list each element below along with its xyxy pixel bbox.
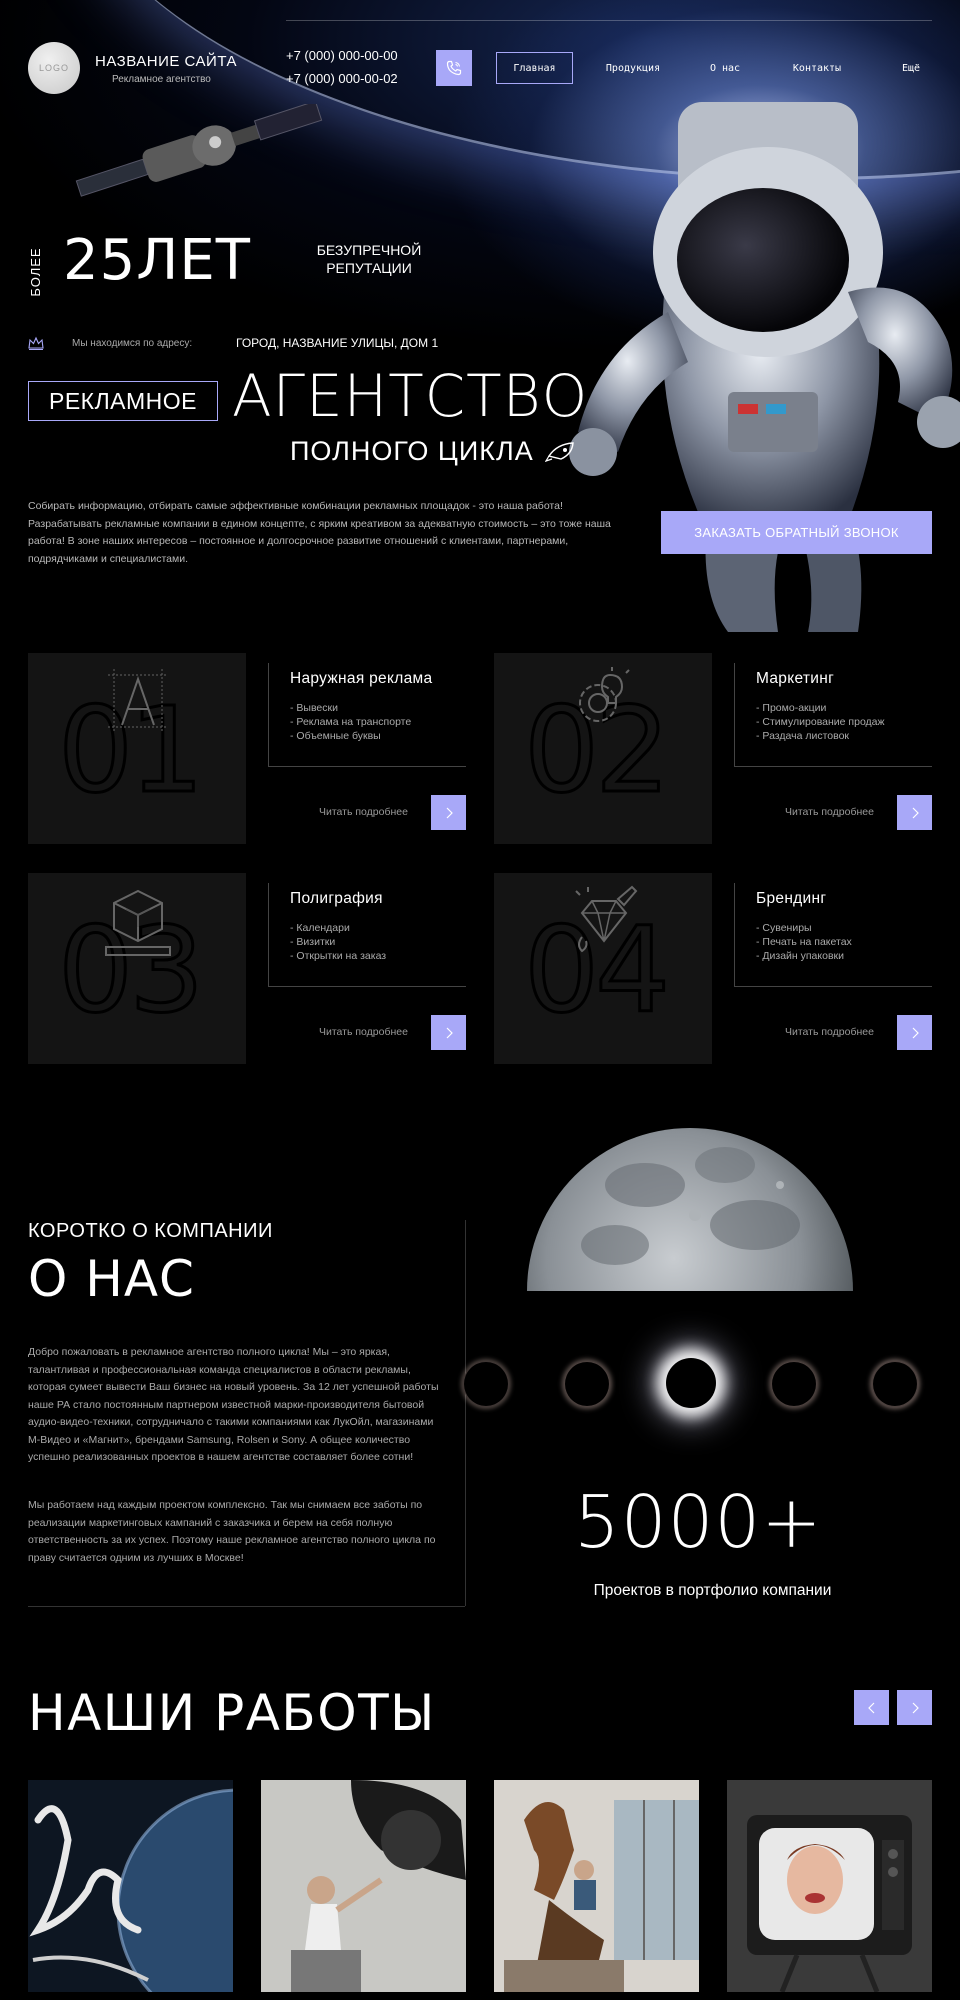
- about-paragraph-2: Мы работаем над каждым проектом комплексно. Так мы снимаем все заботы по реализации маркетинговых кампаний с заказчика и берем на себя полную ответственность за их успех. Поэтому наше рекламное агентство полного цикла по праву считается одним из лучших в Москве!: [28, 1499, 436, 1564]
- service-image-marketing: [494, 653, 712, 844]
- nav-home[interactable]: Главная: [496, 52, 573, 84]
- service-item: - Визитки: [290, 936, 336, 948]
- read-more-link[interactable]: Читать подробнее: [319, 1026, 408, 1038]
- service-item: - Реклама на транспорте: [290, 716, 412, 728]
- rocket-icon: [545, 440, 579, 462]
- top-divider: [286, 20, 932, 21]
- eclipse-image: [463, 1361, 509, 1407]
- service-title[interactable]: Маркетинг: [756, 670, 835, 687]
- reputation-line-1: БЕЗУПРЕЧНОЙ: [316, 242, 422, 258]
- service-image-branding: [494, 873, 712, 1064]
- service-number: 01: [58, 681, 201, 819]
- work-card-1[interactable]: [28, 1780, 233, 1992]
- works-next-button[interactable]: [897, 1690, 932, 1725]
- phone-number-2[interactable]: +7 (000) 000-00-02: [286, 71, 398, 86]
- call-button[interactable]: [436, 50, 472, 86]
- works-title: НАШИ РАБОТЫ: [28, 1684, 436, 1742]
- service-item: - Открытки на заказ: [290, 950, 387, 962]
- projects-stat-label: Проектов в портфолио компании: [593, 1582, 832, 1599]
- years-stat: 25ЛЕТ: [63, 228, 251, 293]
- service-image-printing: [28, 873, 246, 1064]
- callback-button[interactable]: ЗАКАЗАТЬ ОБРАТНЫЙ ЗВОНОК: [661, 511, 932, 554]
- nav-contacts[interactable]: Контакты: [792, 62, 842, 74]
- service-item: - Объемные буквы: [290, 730, 381, 742]
- service-item: - Сувениры: [756, 922, 812, 934]
- crown-icon: [28, 336, 44, 350]
- tagline-sub: ПОЛНОГО ЦИКЛА: [290, 436, 534, 466]
- chevron-right-icon: [444, 1027, 454, 1039]
- tagline-main: АГЕНТСТВО: [232, 362, 589, 430]
- logo[interactable]: LOGO: [28, 42, 80, 94]
- eclipse-image: [564, 1361, 610, 1407]
- chevron-right-icon: [910, 1702, 920, 1714]
- address-label: Мы находимся по адресу:: [72, 338, 193, 349]
- service-title[interactable]: Брендинг: [756, 890, 827, 907]
- service-item: - Стимулирование продаж: [756, 716, 885, 728]
- service-item: - Раздача листовок: [756, 730, 850, 742]
- chevron-left-icon: [867, 1702, 877, 1714]
- hero-description: Собирать информацию, отбирать самые эффективные комбинации рекламных площадок - это наша работа! Разрабатывать рекламные компании в едином концепте, с ярким креативом за адекватную стоимость – это тоже наша работа! В зоне наших интересов – постоянное и долгосрочное развитие отношений с клиентами, партнерами, подрядчиками и специалистами.: [28, 500, 611, 565]
- about-divider-horizontal: [28, 1606, 465, 1607]
- read-more-link[interactable]: Читать подробнее: [319, 806, 408, 818]
- service-image-outdoor: [28, 653, 246, 844]
- site-subtitle: Рекламное агентство: [112, 74, 211, 85]
- eclipse-image: [771, 1361, 817, 1407]
- gear-bulb-icon: [568, 665, 640, 737]
- service-item: - Промо-акции: [756, 702, 827, 714]
- works-prev-button[interactable]: [854, 1690, 889, 1725]
- read-more-button[interactable]: [431, 795, 466, 830]
- projects-stat: 5000+: [574, 1480, 823, 1564]
- moon-image: [525, 1105, 855, 1291]
- phone-number-1[interactable]: +7 (000) 000-00-00: [286, 48, 398, 63]
- work-card-4[interactable]: [727, 1780, 932, 1992]
- read-more-button[interactable]: [431, 1015, 466, 1050]
- tagline-boxed: РЕКЛАМНОЕ: [28, 381, 218, 421]
- read-more-link[interactable]: Читать подробнее: [785, 806, 874, 818]
- chevron-right-icon: [910, 807, 920, 819]
- service-item: - Календари: [290, 922, 350, 934]
- eclipse-image: [666, 1358, 716, 1408]
- bolee-label: БОЛЕЕ: [28, 247, 43, 297]
- hero-section: [0, 0, 960, 640]
- cube-icon: [102, 885, 174, 957]
- chevron-right-icon: [910, 1027, 920, 1039]
- service-item: - Вывески: [290, 702, 338, 714]
- service-item: - Дизайн упаковки: [756, 950, 844, 962]
- nav-about[interactable]: О нас: [709, 62, 741, 74]
- nav-more[interactable]: Ещё: [901, 62, 921, 74]
- about-kicker: КОРОТКО О КОМПАНИИ: [28, 1220, 273, 1242]
- phone-icon: [446, 60, 462, 76]
- service-item: - Печать на пакетах: [756, 936, 852, 948]
- work-card-3[interactable]: [494, 1780, 699, 1992]
- service-title[interactable]: Полиграфия: [290, 890, 383, 907]
- read-more-link[interactable]: Читать подробнее: [785, 1026, 874, 1038]
- nav-products[interactable]: Продукция: [605, 62, 661, 74]
- read-more-button[interactable]: [897, 1015, 932, 1050]
- service-number: 04: [524, 901, 667, 1039]
- letter-a-icon: [102, 665, 174, 737]
- read-more-button[interactable]: [897, 795, 932, 830]
- service-title[interactable]: Наружная реклама: [290, 670, 433, 687]
- about-paragraph-1: Добро пожаловать в рекламное агентство полного цикла! Мы – это яркая, талантливая и профессиональная команда специалистов в области рекламы, которая сумеет вывести Ваш бизнес на новый уровень. За 12 лет успешной работы наше РА стало постоянным партнером известной марки-производителя бытовой аудио-видео-техники, сотрудничало с такими компаниями как ЛукОйл, магазинами М-Видео и «Магнит», брендами Samsung, Rolsen и Sony. А общее количество успешно реализованных проектов в нашем агентстве составляет более сотни!: [28, 1346, 439, 1463]
- service-number: 02: [524, 681, 667, 819]
- reputation-line-2: РЕПУТАЦИИ: [326, 260, 412, 276]
- service-number: 03: [58, 901, 201, 1039]
- about-title: О НАС: [28, 1250, 195, 1308]
- address-value: ГОРОД, НАЗВАНИЕ УЛИЦЫ, ДОМ 1: [236, 336, 439, 350]
- chevron-right-icon: [444, 807, 454, 819]
- site-name[interactable]: НАЗВАНИЕ САЙТА: [95, 53, 237, 70]
- about-divider-vertical: [465, 1220, 466, 1606]
- satellite-image: [68, 104, 330, 204]
- work-card-2[interactable]: [261, 1780, 466, 1992]
- diamond-brush-icon: [568, 885, 640, 957]
- eclipse-image: [872, 1361, 918, 1407]
